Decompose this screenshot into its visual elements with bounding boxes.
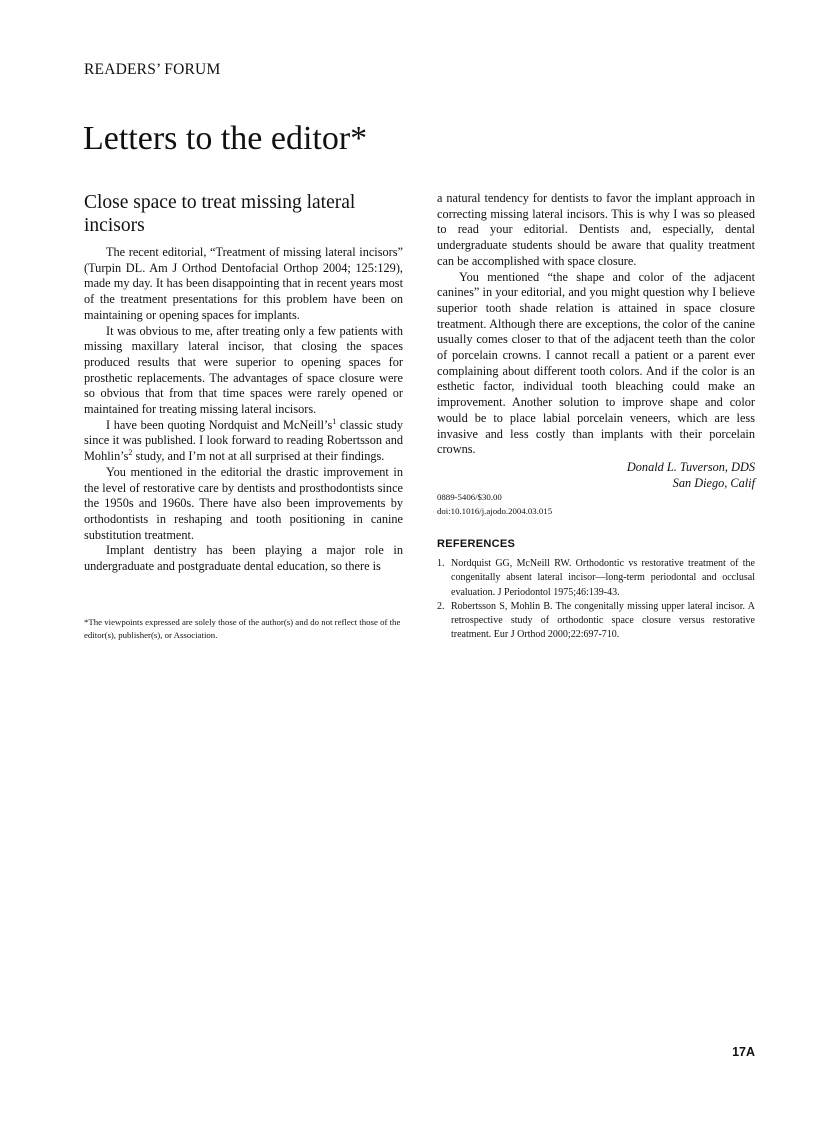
paragraph: a natural tendency for dentists to favor the implant approach in correcting missing lateral incisors. This is why I was so pleased to read your editorial. Dentists and, especially, dental undergraduate students should be aware that quality treatment can be accomplished with space closure. bbox=[437, 191, 755, 268]
reference-text: Nordquist GG, McNeill RW. Orthodontic vs restorative treatment of the congenitally absent lateral incisor—long-term periodontal and occlusal evaluation. J Periodontol 1975;46:139-43. bbox=[451, 558, 755, 598]
paragraph bbox=[84, 324, 403, 418]
reference-number: 1. bbox=[437, 558, 445, 569]
issn-price: 0889-5406/$30.00 bbox=[437, 492, 502, 502]
citation-1[interactable]: 1 bbox=[332, 416, 337, 426]
article-identifiers bbox=[437, 490, 552, 518]
paragraph-text: study, and I’m not at all surprised at their findings. bbox=[132, 449, 385, 464]
letter-title: Close space to treat missing lateral incisors bbox=[84, 192, 356, 236]
author-name: Donald L. Tuverson, DDS bbox=[626, 459, 755, 474]
paragraph: Implant dentistry has been playing a major role in undergraduate and postgraduate dental education, so there is bbox=[84, 543, 403, 574]
paragraph: You mentioned “the shape and color of the adjacent canines” in your editorial, and you might question why I believe superior tooth shade relation is attained in space closure treatment. Although there are exceptions, the color of the canine usually comes closer to that of the adjacent teeth than the color of porcelain crowns. I cannot recall a patient or a parent ever complaining about different tooth colors. And if the color is an esthetic factor, individual tooth bleaching could make an improvement. Another solution to improve shape and color would be to place labial porcelain veneers, which are less invasive and less costly than implants with their porcelain crowns. bbox=[437, 269, 755, 457]
paragraph: You mentioned in the editorial the drastic improvement in the level of restorative care by dentists and prosthodontists since the 1950s and 1960s. There have also been improvements by orthodontists in reshaping and tooth positioning in canine substitution treatment. bbox=[84, 464, 403, 542]
paragraph bbox=[84, 418, 403, 465]
reference-text: Robertsson S, Mohlin B. The congenitally missing upper lateral incisor. A retrospective study of orthodontic space closure versus restorative treatment. Eur J Orthod 2000;22:697-710. bbox=[451, 600, 755, 641]
paragraph-text: I have been quoting Nordquist and McNeill’s bbox=[106, 417, 333, 432]
page-title: Letters to the editor* bbox=[83, 120, 368, 157]
paragraph-text: It was obvious to me, after treating only a few patients with missing maxillary lateral incisor, that closing the spaces produced results that were superior to opening spaces for prosthetic replacements. The advantages of space closure were so obvious that from that time spaces were rarely opened or maintained for treating missing lateral incisors. bbox=[84, 323, 403, 417]
citation-2[interactable]: 2 bbox=[128, 448, 133, 458]
right-column bbox=[437, 191, 755, 491]
section-label: READERS’ FORUM bbox=[84, 61, 221, 78]
paragraph: The recent editorial, “Treatment of missing lateral incisors” (Turpin DL. Am J Orthod Dentofacial Orthop 2004; 125:129), made my day. It has been disappointing that in recent years most of the treatment presentations for this problem have been on maintaining or opening spaces for implants. bbox=[84, 245, 403, 322]
references-heading: REFERENCES bbox=[437, 538, 516, 550]
signature bbox=[437, 460, 755, 491]
references-list bbox=[437, 557, 755, 643]
footnote: *The viewpoints expressed are solely those of the author(s) and do not reflect those of the editor(s), publisher(s), or Association. bbox=[84, 617, 401, 640]
left-column bbox=[84, 245, 403, 575]
reference-number: 2. bbox=[437, 600, 445, 612]
doi[interactable]: doi:10.1016/j.ajodo.2004.03.015 bbox=[437, 506, 553, 516]
reference-item bbox=[437, 600, 755, 643]
author-location: San Diego, Calif bbox=[672, 475, 755, 490]
paragraph-text: classic study since it was published. I look forward to reading Robertsson and Mohlin’s bbox=[84, 417, 403, 464]
page-number: 17A bbox=[732, 1045, 755, 1059]
reference-item bbox=[437, 557, 755, 600]
